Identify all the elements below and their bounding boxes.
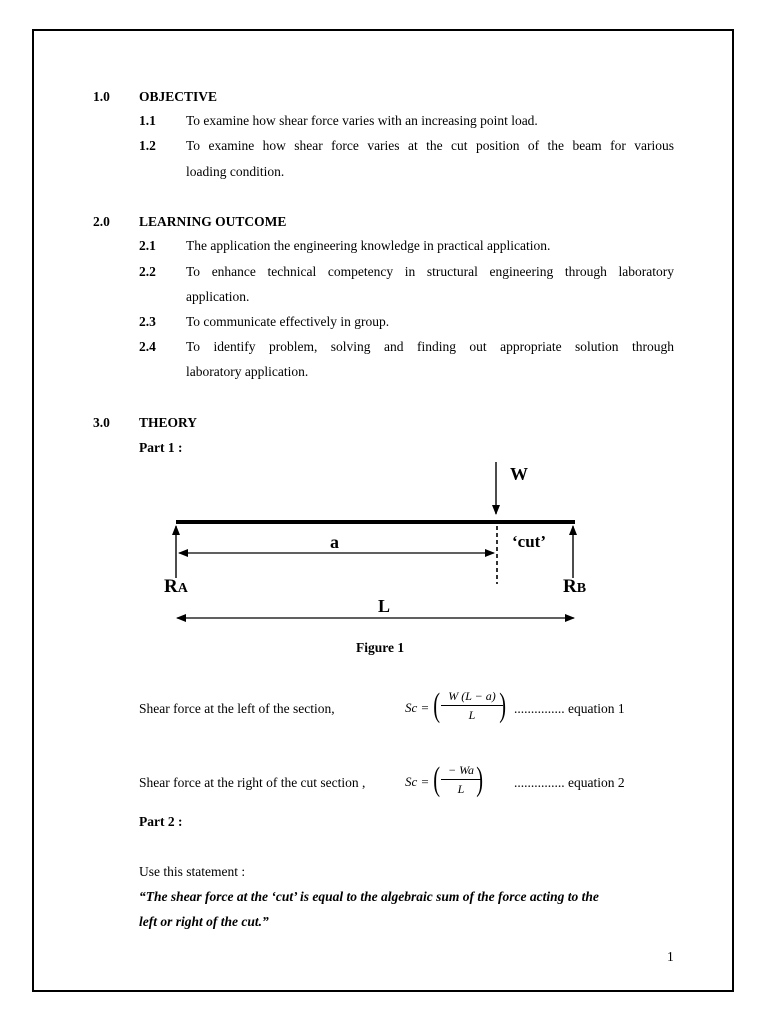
section-title: LEARNING OUTCOME (139, 214, 287, 229)
equation-1-lhs: Sc = (405, 700, 430, 715)
equation-2-right-paren: ) (476, 761, 484, 798)
equation-2-left-paren: ( (433, 761, 441, 798)
part-2-label: Part 2 : (139, 814, 183, 829)
equation-1-left-paren: ( (433, 687, 441, 724)
item-text: To identify problem, solving and finding out appropriate solution through (186, 339, 674, 354)
statement-line-2: left or right of the cut.” (139, 914, 269, 929)
item-number: 2.1 (139, 238, 156, 253)
statement-intro: Use this statement : (139, 864, 246, 879)
equation-2-denominator: L (457, 782, 465, 796)
equation-2-text: Shear force at the right of the cut section , (139, 775, 366, 790)
equation-2-tail: ............... equation 2 (514, 775, 625, 790)
item-number: 1.2 (139, 138, 156, 153)
item-number: 2.3 (139, 314, 156, 329)
cut-label: ‘cut’ (512, 532, 546, 551)
figure-caption: Figure 1 (356, 640, 405, 655)
equation-1-numerator: W (L − a) (441, 689, 503, 706)
item-text-continued: application. (186, 289, 250, 304)
section-number: 1.0 (93, 89, 110, 104)
statement-line-1: “The shear force at the ‘cut’ is equal to the algebraic sum of the force acting to the (139, 889, 599, 904)
dimension-a-label: a (330, 532, 339, 552)
item-text-continued: laboratory application. (186, 364, 309, 379)
equation-1-denominator: L (468, 708, 476, 722)
item-text: To examine how shear force varies at the cut position of the beam for various (186, 138, 674, 153)
dimension-l-label: L (378, 596, 391, 616)
equation-2-numerator: − Wa (441, 763, 481, 780)
equation-1-fraction (441, 689, 503, 723)
part-1-label: Part 1 : (139, 440, 183, 455)
equation-1-text: Shear force at the left of the section, (139, 701, 335, 716)
load-label: W (510, 464, 528, 484)
item-text: The application the engineering knowledge in practical application. (186, 238, 551, 253)
page-number: 1 (667, 949, 674, 964)
equation-1-right-paren: ) (499, 687, 507, 724)
item-number: 2.4 (139, 339, 156, 354)
item-number: 1.1 (139, 113, 156, 128)
item-text-continued: loading condition. (186, 164, 285, 179)
section-number: 2.0 (93, 214, 110, 229)
reaction-b-label: RB (563, 576, 587, 597)
equation-2-fraction (441, 761, 484, 798)
section-title: THEORY (139, 415, 198, 430)
section-title: OBJECTIVE (139, 89, 218, 104)
item-text: To communicate effectively in group. (186, 314, 390, 329)
reaction-a-label: RA (164, 576, 188, 597)
equation-1-tail: ............... equation 1 (514, 701, 625, 716)
section-number: 3.0 (93, 415, 110, 430)
item-text: To examine how shear force varies with an increasing point load. (186, 113, 538, 128)
item-number: 2.2 (139, 264, 156, 279)
item-text: To enhance technical competency in structural engineering through laboratory (186, 264, 674, 279)
equation-2-lhs: Sc = (405, 774, 430, 789)
